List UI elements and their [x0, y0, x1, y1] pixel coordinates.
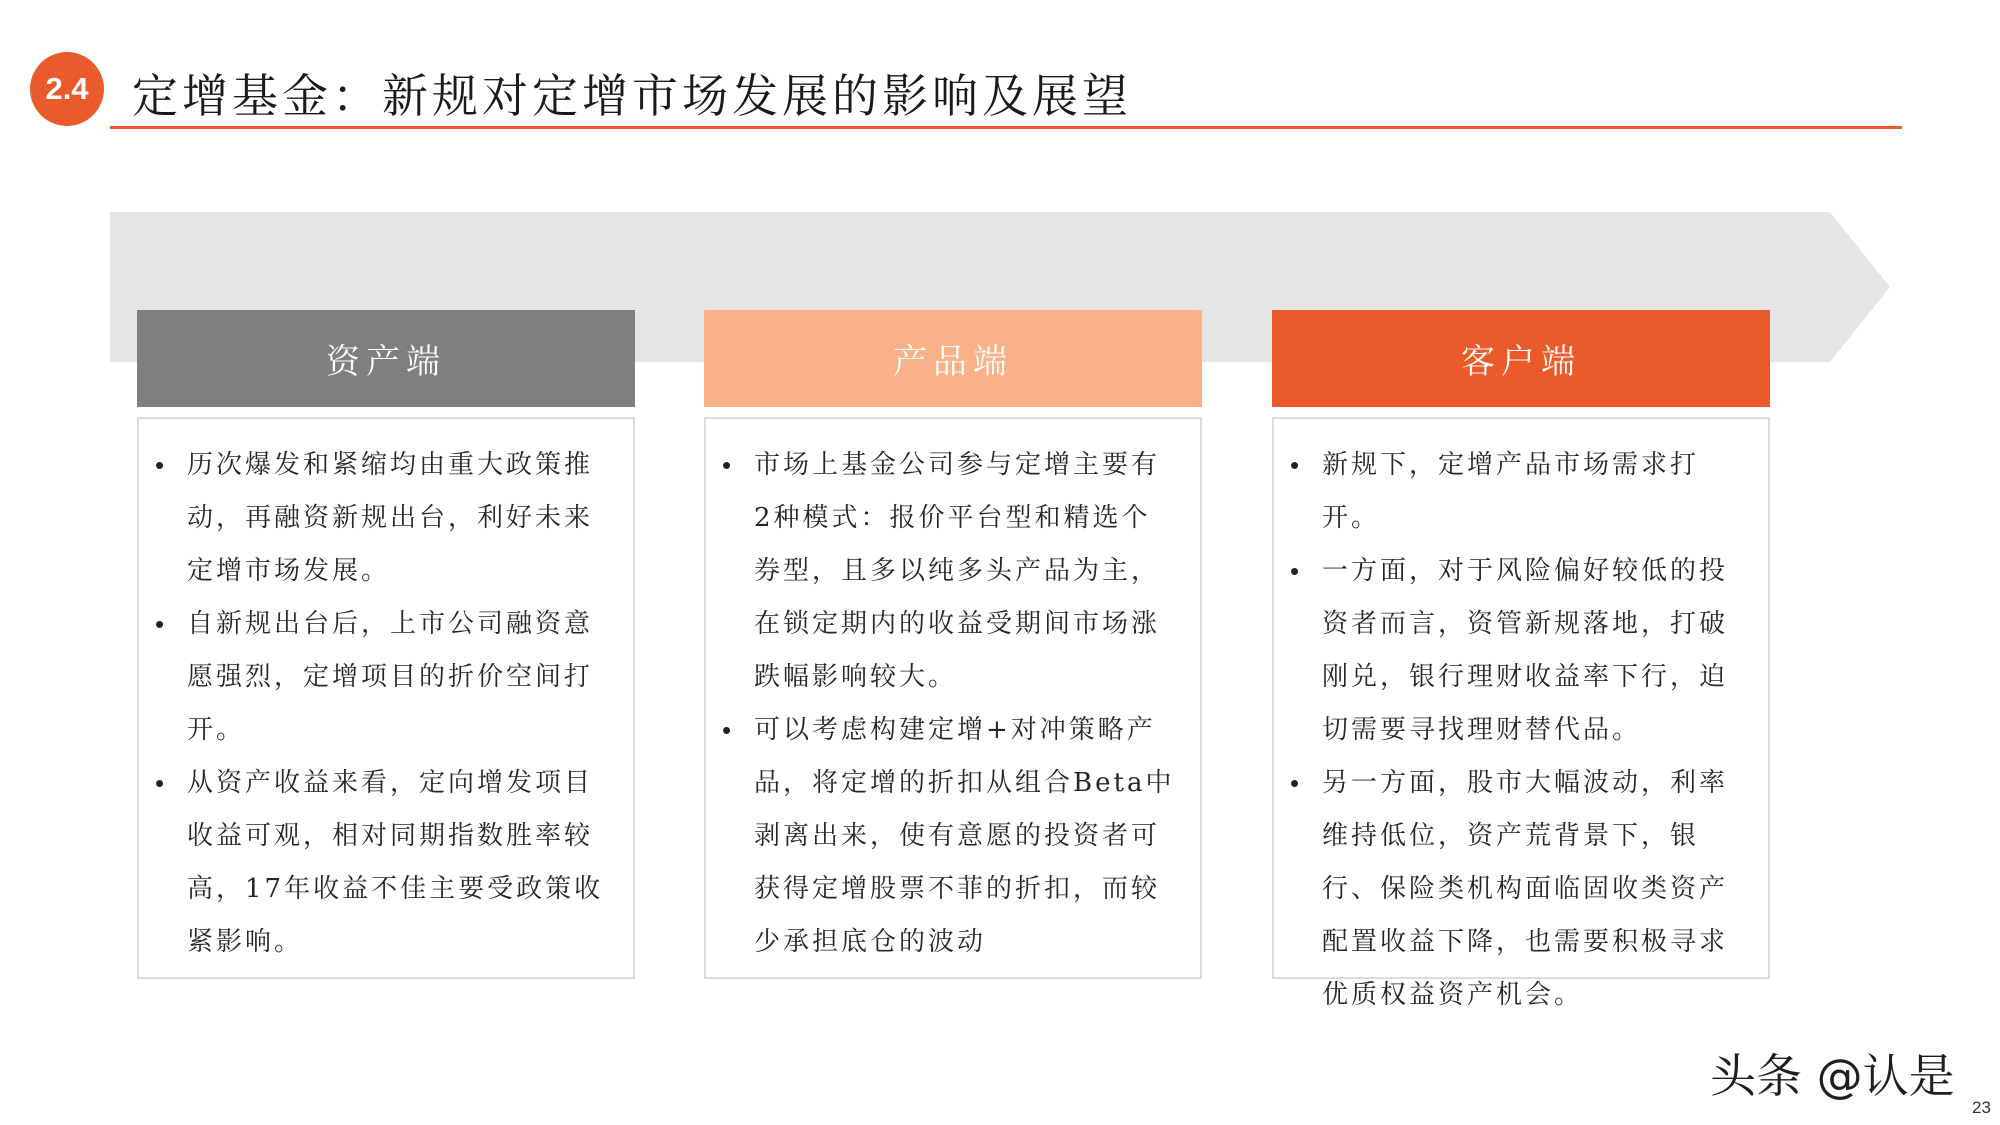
column-asset: [137, 310, 635, 979]
column-body-asset: [137, 417, 635, 979]
page-number: 23: [1972, 1098, 1991, 1117]
section-number-badge: 2.4: [30, 52, 104, 126]
list-item: • 市场上基金公司参与定增主要有2种模式：报价平台型和精选个券型，且多以纯多头产品为主，在锁定期内的收益受期间市场涨跌幅影响较大。: [716, 439, 1176, 704]
list-item: • 一方面，对于风险偏好较低的投资者而言，资管新规落地，打破刚兑，银行理财收益率下行，迫切需要寻找理财替代品。: [1284, 545, 1744, 757]
column-product: [704, 310, 1202, 979]
list-item: • 从资产收益来看，定向增发项目收益可观，相对同期指数胜率较高，17年收益不佳主要受政策收紧影响。: [149, 757, 609, 969]
list-item: • 新规下，定增产品市场需求打开。: [1284, 439, 1744, 545]
page-title: 定增基金：新规对定增市场发展的影响及展望: [132, 69, 1132, 123]
bullet-list: [1284, 439, 1744, 1022]
column-body-product: [704, 417, 1202, 979]
bullet-list: [149, 439, 609, 969]
column-header-client: 客户端: [1272, 310, 1770, 407]
list-item: • 另一方面，股市大幅波动，利率维持低位，资产荒背景下，银行、保险类机构面临固收类资产配置收益下降，也需要积极寻求优质权益资产机会。: [1284, 757, 1744, 1022]
column-header-asset: 资产端: [137, 310, 635, 407]
column-header-product: 产品端: [704, 310, 1202, 407]
list-item: • 历次爆发和紧缩均由重大政策推动，再融资新规出台，利好未来定增市场发展。: [149, 439, 609, 598]
watermark-text: 头条 @认是: [1710, 1049, 1955, 1103]
column-body-client: [1272, 417, 1770, 1010]
bullet-list: [716, 439, 1176, 969]
title-underline: [110, 126, 1902, 129]
list-item: • 可以考虑构建定增+对冲策略产品，将定增的折扣从组合Beta中剥离出来，使有意愿的投资者可获得定增股票不菲的折扣，而较少承担底仓的波动: [716, 704, 1176, 969]
list-item: • 自新规出台后，上市公司融资意愿强烈，定增项目的折价空间打开。: [149, 598, 609, 757]
column-client: [1272, 310, 1770, 1010]
